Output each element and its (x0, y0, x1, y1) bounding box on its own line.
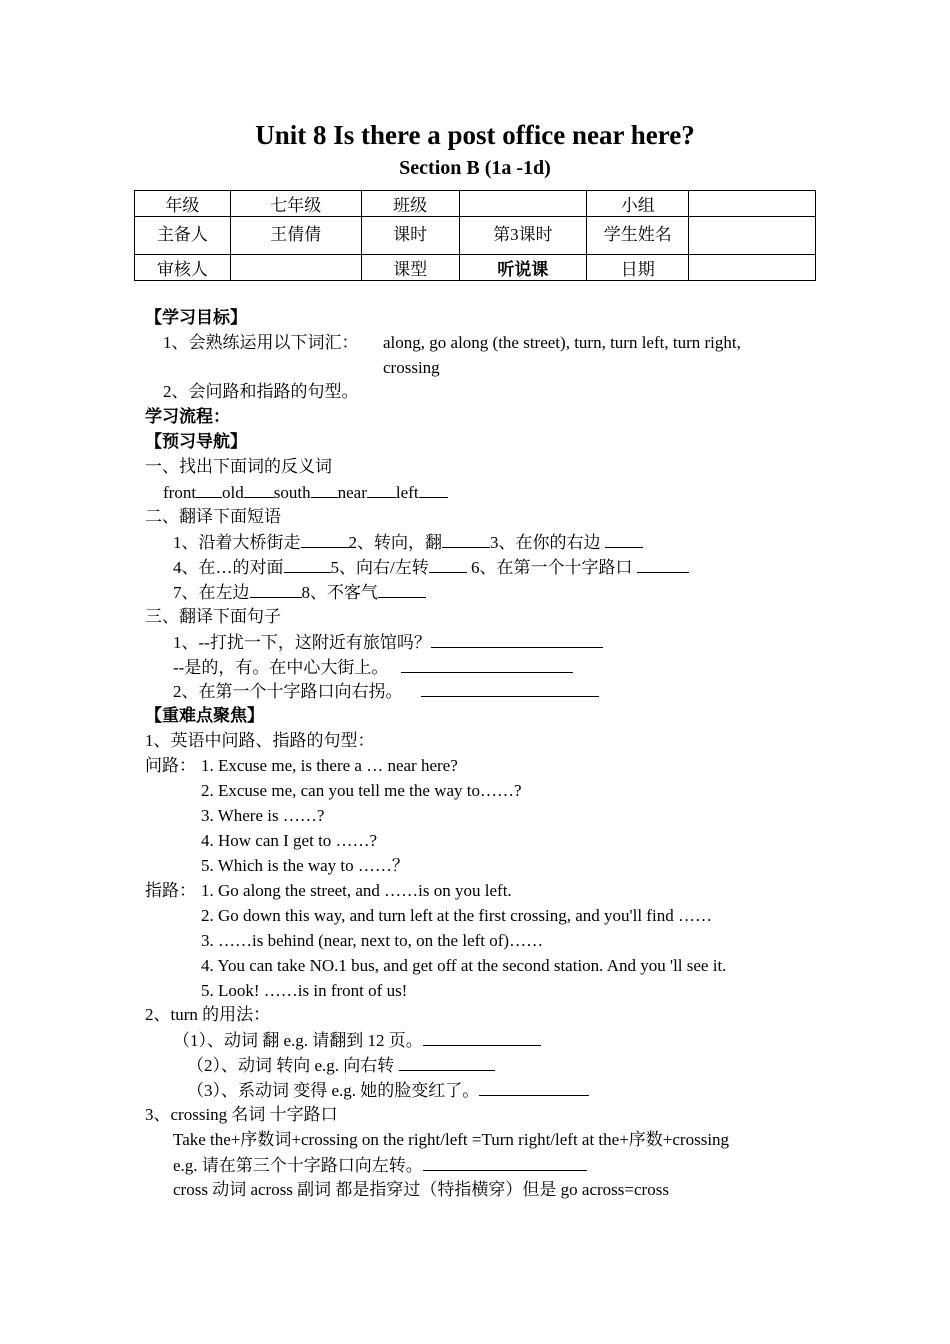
cross-note: cross 动词 across 副词 都是指穿过（特指横穿）但是 go across=cross (173, 1180, 669, 1199)
blank[interactable] (250, 582, 302, 598)
antonym-word: old (222, 483, 244, 502)
table-cell: 主备人 (135, 217, 231, 255)
page-title: Unit 8 Is there a post office near here? (255, 120, 695, 150)
section-3-title: 三、翻译下面句子 (145, 607, 281, 626)
ask-sentence: 2. Excuse me, can you tell me the way to……? (201, 781, 522, 800)
direct-sentence: 1. Go along the street, and ……is on you left. (201, 881, 512, 900)
antonym-word: near (337, 483, 367, 502)
phrase-line (173, 582, 426, 603)
translate-item: 1、--打扰一下，这附近有旅馆吗？ (173, 633, 431, 652)
table-cell[interactable] (689, 217, 816, 255)
table-cell: 学生姓名 (587, 217, 689, 255)
blank[interactable] (479, 1080, 589, 1096)
turn-usage: （3）、系动词 变得 e.g. 她的脸变红了。 (187, 1081, 480, 1100)
table-cell: 小组 (587, 191, 689, 217)
direct-sentence: 3. ……is behind (near, next to, on the left of)…… (201, 931, 544, 950)
turn-usage: （2）、动词 转向 e.g. 向右转 (187, 1056, 395, 1075)
antonym-line (163, 482, 448, 503)
focus-heading: 【重难点聚焦】 (145, 706, 264, 725)
phrase-item: 4、在…的对面 (173, 558, 284, 577)
blank[interactable] (301, 532, 349, 548)
ask-sentence: 5. Which is the way to ……？ (201, 856, 409, 875)
translate-item: 2、在第一个十字路口向右拐。 (173, 682, 403, 701)
phrase-item: 6、在第一个十字路口 (470, 558, 633, 577)
phrase-line (173, 532, 643, 553)
table-cell: 第3课时 (459, 217, 587, 255)
blank[interactable] (311, 482, 338, 498)
blank[interactable] (378, 582, 426, 598)
table-cell[interactable] (689, 255, 816, 281)
ask-sentence: 1. Excuse me, is there a … near here? (201, 756, 458, 775)
page-subtitle: Section B (1a -1d) (399, 157, 551, 179)
goal-2: 2、会问路和指路的句型。 (163, 382, 359, 401)
table-row (135, 217, 816, 255)
blank[interactable] (367, 482, 396, 498)
blank[interactable] (423, 1155, 587, 1171)
translate-line (173, 632, 603, 653)
blank[interactable] (399, 1055, 495, 1071)
table-row (135, 255, 816, 281)
table-cell: 七年级 (230, 191, 361, 217)
direct-label: 指路： (145, 881, 196, 900)
turn-line (173, 1030, 541, 1051)
direct-sentence: 2. Go down this way, and turn left at the first crossing, and you'll find …… (201, 906, 712, 925)
phrase-item: 2、转向，翻 (348, 533, 442, 552)
blank[interactable] (442, 532, 490, 548)
table-cell: 审核人 (135, 255, 231, 281)
translate-line (173, 681, 599, 702)
section-2-title: 二、翻译下面短语 (145, 507, 281, 526)
table-cell[interactable] (459, 191, 587, 217)
focus-item-2: 2、turn 的用法： (145, 1005, 271, 1024)
table-cell: 班级 (361, 191, 459, 217)
phrase-item: 3、在你的右边 (490, 533, 601, 552)
goal-1-text: along, go along (the street), turn, turn left, turn right, (383, 333, 741, 352)
crossing-example-text: e.g. 请在第三个十字路口向左转。 (173, 1156, 423, 1175)
turn-line (187, 1055, 495, 1076)
table-cell[interactable] (689, 191, 816, 217)
blank[interactable] (244, 482, 274, 498)
table-row (135, 191, 816, 217)
phrase-item: 8、不客气 (301, 583, 378, 602)
process-heading: 学习流程： (145, 407, 230, 426)
ask-sentence: 4. How can I get to ……? (201, 831, 378, 850)
table-cell: 日期 (587, 255, 689, 281)
blank[interactable] (401, 657, 573, 673)
table-cell (230, 255, 361, 281)
phrase-item: 1、沿着大桥街走 (173, 533, 301, 552)
turn-usage: （1）、动词 翻 e.g. 请翻到 12 页。 (173, 1031, 423, 1050)
blank[interactable] (605, 532, 643, 548)
table-cell: 王倩倩 (230, 217, 361, 255)
antonym-word: south (273, 483, 311, 502)
direct-sentence: 5. Look! ……is in front of us! (201, 981, 408, 1000)
blank[interactable] (431, 632, 603, 648)
blank[interactable] (421, 681, 599, 697)
antonym-word: front (163, 483, 197, 502)
focus-item-1: 1、英语中问路、指路的句型： (145, 731, 375, 750)
ask-sentence: 3. Where is ……? (201, 806, 325, 825)
direct-sentence: 4. You can take NO.1 bus, and get off at the second station. And you 'll see it. (201, 956, 727, 975)
blank[interactable] (419, 482, 448, 498)
info-table (134, 190, 816, 281)
blank[interactable] (637, 557, 689, 573)
crossing-example (173, 1155, 587, 1176)
phrase-item: 5、向右/左转 (330, 558, 429, 577)
blank[interactable] (423, 1030, 541, 1046)
antonym-word: left (395, 483, 419, 502)
ask-label: 问路： (145, 756, 196, 775)
blank[interactable] (429, 557, 467, 573)
blank[interactable] (284, 557, 331, 573)
table-cell: 课时 (361, 217, 459, 255)
table-cell: 课型 (361, 255, 459, 281)
blank[interactable] (196, 482, 222, 498)
goal-1-cont: crossing (383, 358, 440, 377)
turn-line (187, 1080, 589, 1101)
phrase-line (173, 557, 689, 578)
preview-heading: 【预习导航】 (145, 432, 247, 451)
goal-1-prefix: 1、会熟练运用以下词汇： (163, 333, 359, 352)
phrase-item: 7、在左边 (173, 583, 250, 602)
translate-line (173, 657, 573, 678)
focus-item-3: 3、crossing 名词 十字路口 (145, 1105, 338, 1124)
goals-heading: 【学习目标】 (145, 308, 247, 327)
crossing-rule: Take the+序数词+crossing on the right/left =Turn right/left at the+序数+crossing (173, 1130, 730, 1149)
table-cell: 听说课 (459, 255, 587, 281)
translate-item: --是的，有。在中心大街上。 (173, 658, 389, 677)
table-cell: 年级 (135, 191, 231, 217)
section-1-title: 一、找出下面词的反义词 (145, 457, 332, 476)
